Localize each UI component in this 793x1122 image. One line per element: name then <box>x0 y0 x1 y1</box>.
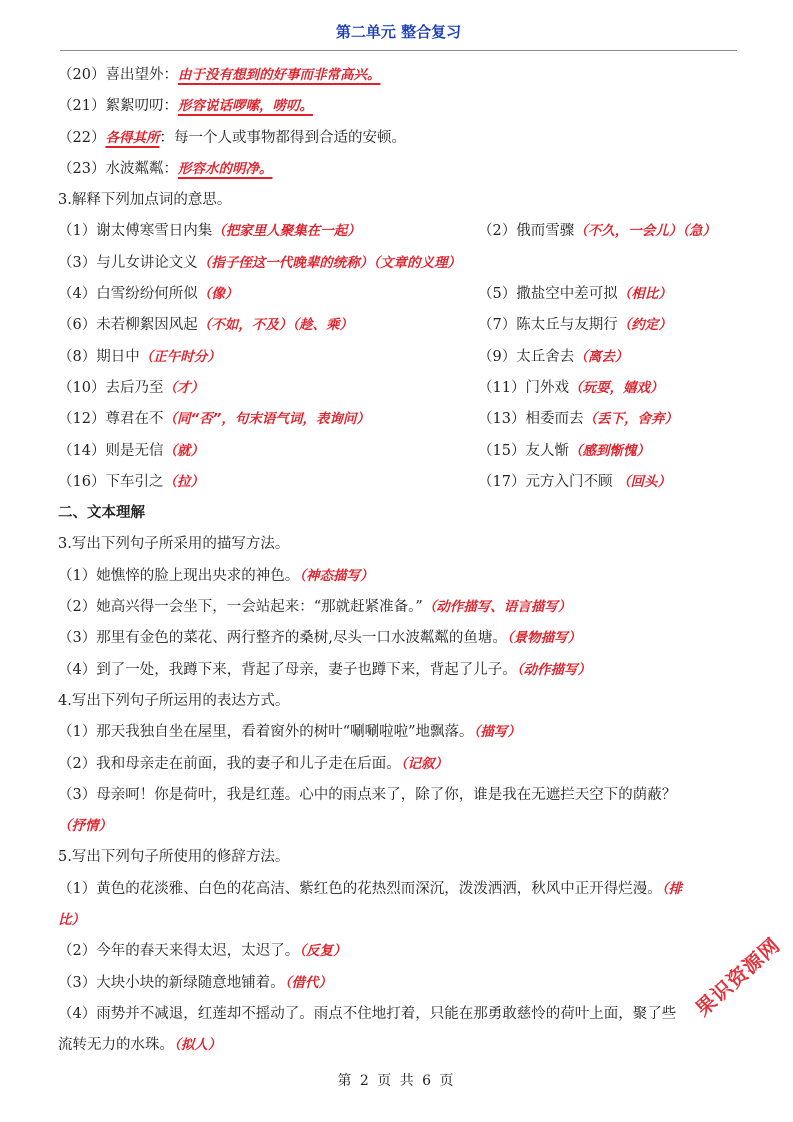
answer: （不如，不及）（趁、乘） <box>197 317 353 334</box>
question-item <box>58 592 748 623</box>
answer: （排 <box>661 880 682 897</box>
answer: （抒情） <box>58 818 112 835</box>
page-footer: 第 2 页 共 6 页 <box>337 1073 456 1089</box>
page-header <box>60 20 737 51</box>
question: （15）友人惭 <box>478 442 569 459</box>
answer: 由于没有想到的好事而非常高兴。 <box>177 67 381 83</box>
explain-row <box>58 467 748 498</box>
explain-row <box>58 404 748 435</box>
question: （17）元方入门不顾 <box>478 473 618 490</box>
answer: 形容说话啰嗦，唠叨。 <box>177 98 313 115</box>
item-number: （20） <box>58 67 106 83</box>
question: （3）母亲呵！你是荷叶，我是红莲。心中的雨点来了，除了你，谁是我在无遮拦天空下的荫蔽？ <box>58 786 677 803</box>
answer: （玩耍，嬉戏） <box>568 379 664 396</box>
answer: （回头） <box>617 473 672 490</box>
answer: （动作描写） <box>516 661 591 678</box>
answer: （神态描写） <box>299 567 374 584</box>
question: （10）去后乃至 <box>58 379 164 396</box>
explain-row <box>58 310 748 341</box>
answer: （景物描写） <box>506 630 582 647</box>
explain-row <box>58 373 748 404</box>
question: （11）门外戏 <box>478 379 569 396</box>
answer: （动作描写、语言描写） <box>422 599 572 616</box>
answer: （正午时分） <box>139 348 221 365</box>
vocab-item <box>58 60 748 91</box>
question: （4）雨势并不减退，红莲却不摇动了。雨点不住地打着，只能在那勇敢慈怜的荷叶上面，聚了些 <box>58 1005 677 1022</box>
vocab-word: 絮絮叨叨： <box>105 98 178 115</box>
question-item <box>58 655 748 686</box>
question: （2）今年的春天来得太迟，太迟了。 <box>58 943 300 960</box>
question: （13）相委而去 <box>478 411 584 428</box>
question: （2）我和母亲走在前面，我的妻子和儿子走在后面。 <box>58 755 401 772</box>
question-item <box>58 968 748 999</box>
answer: （指子侄这一代晚辈的统称）（文章的义理） <box>197 254 461 271</box>
answer: （离去） <box>574 348 629 365</box>
section-title: 5.写出下列句子所使用的修辞方法。 <box>58 849 290 866</box>
item-number: （22） <box>58 129 106 146</box>
vocab-item <box>58 154 748 185</box>
answer: （拟人） <box>174 1037 222 1054</box>
question-item <box>58 749 748 780</box>
question: （9）太丘舍去 <box>478 348 575 365</box>
explain-row <box>58 436 748 467</box>
vocab-item <box>58 123 748 154</box>
answer: （同“否”，句末语气词，表询问） <box>163 411 370 428</box>
page-content <box>58 60 748 1062</box>
question-item <box>58 999 748 1030</box>
answer: （拉） <box>163 473 204 490</box>
answer: （约定） <box>617 317 672 334</box>
answer: 各得其所 <box>105 129 160 146</box>
item-number: （21） <box>58 98 106 115</box>
explain-row <box>58 342 748 373</box>
question: （2）俄而雪骤 <box>478 223 575 240</box>
question: （8）期日中 <box>58 348 140 365</box>
answer: 比） <box>58 912 85 929</box>
question: （14）则是无信 <box>58 442 164 459</box>
question-item <box>58 717 748 748</box>
question-answer-wrap <box>58 905 748 936</box>
section-title: 3.解释下列加点词的意思。 <box>58 192 232 209</box>
answer: （就） <box>163 442 204 459</box>
vocab-definition: ：每一个人或事物都得到合适的安顿。 <box>159 129 406 146</box>
question: （1）黄色的花淡雅、白色的花高洁、紫红色的花热烈而深沉，泼泼洒洒，秋风中正开得烂漫。 <box>58 880 662 897</box>
question: （1）她憔悴的脸上现出央求的神色。 <box>58 567 300 584</box>
question-item-continued <box>58 1030 748 1061</box>
explain-row <box>58 248 748 279</box>
answer: （像） <box>197 286 239 303</box>
vocab-word: 喜出望外： <box>105 67 178 83</box>
answer: （不久，一会儿）（急） <box>574 223 716 240</box>
question-item <box>58 780 748 811</box>
item-number: （23） <box>58 160 106 177</box>
question: （6）未若柳絮因风起 <box>58 317 198 334</box>
question-item <box>58 936 748 967</box>
vocab-item <box>58 91 748 122</box>
question: （4）白雪纷纷何所似 <box>58 286 198 303</box>
question: 流转无力的水珠。 <box>58 1037 174 1054</box>
answer: （把家里人聚集在一起） <box>212 223 361 240</box>
answer: 形容水的明净。 <box>177 160 273 177</box>
watermark-stamp: 果识资源网 <box>690 932 785 1021</box>
question-item <box>58 561 748 592</box>
answer: （才） <box>163 379 204 396</box>
part-title: 二、文本理解 <box>58 505 145 522</box>
question: （7）陈太丘与友期行 <box>478 317 618 334</box>
answer: （感到惭愧） <box>568 442 650 459</box>
question: （1）那天我独自坐在屋里，看着窗外的树叶“唰唰啦啦”地飘落。 <box>58 724 474 741</box>
explain-row <box>58 279 748 310</box>
question-answer-wrap <box>58 811 748 842</box>
question-item <box>58 623 748 654</box>
answer: （丢下，舍弃） <box>583 411 678 428</box>
question: （1）谢太傅寒雪日内集 <box>58 223 213 240</box>
question: （2）她高兴得一会坐下，一会站起来：“那就赶紧准备。” <box>58 599 423 616</box>
question-item <box>58 874 748 905</box>
question: （3）那里有金色的菜花、两行整齐的桑树,尽头一口水波粼粼的鱼塘。 <box>58 630 507 647</box>
explain-row <box>58 216 748 247</box>
page-header-title: 第二单元 整合复习 <box>335 23 462 41</box>
answer: （借代） <box>284 974 332 991</box>
question: （5）撒盐空中差可拟 <box>478 286 618 303</box>
answer: （记叙） <box>400 755 448 772</box>
vocab-word: 水波粼粼： <box>105 160 178 177</box>
question: （3）与儿女讲论文义 <box>58 254 198 271</box>
question: （12）尊君在不 <box>58 411 164 428</box>
question: （3）大块小块的新绿随意地铺着。 <box>58 974 285 991</box>
answer: （相比） <box>617 286 672 303</box>
answer: （描写） <box>473 724 521 741</box>
section-title: 3.写出下列句子所采用的描写方法。 <box>58 536 290 553</box>
question: （4）到了一处，我蹲下来，背起了母亲，妻子也蹲下来，背起了儿子。 <box>58 661 517 678</box>
section-title: 4.写出下列句子所运用的表达方式。 <box>58 692 290 709</box>
answer: （反复） <box>299 943 347 960</box>
question: （16）下车引之 <box>58 473 164 490</box>
